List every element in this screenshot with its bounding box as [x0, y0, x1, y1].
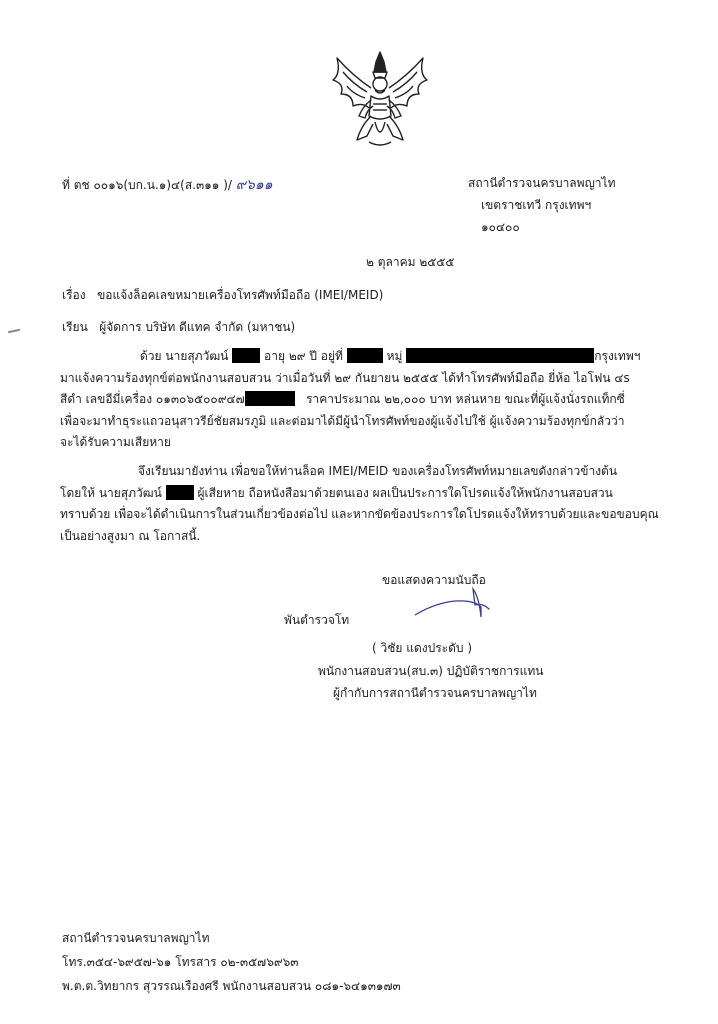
subject-text: ขอแจ้งล็อคเลขหมายเครื่องโทรศัพท์มือถือ (IMEI/MEID) [97, 288, 384, 302]
footer-station: สถานีตำรวจนครบาลพญาไท [62, 931, 210, 945]
body-text: ทราบด้วย เพื่อจะได้ดำเนินการในส่วนเกี่ยวข้องต่อไป และหากขัดข้องประการใดโปรดแจ้งให้ทราบด้วยและขอขอบคุณ [60, 507, 659, 521]
body-text: สีดำ เลขอีมี่เครื่อง ๐๑๓๐๖๕๐๐๙๔๗ [60, 392, 245, 406]
document-date: ๒ ตุลาคม ๒๕๕๕ [366, 255, 455, 269]
redaction-block [166, 485, 194, 500]
body-text: จะได้รับความเสียหาย [60, 435, 171, 449]
subject-label: เรื่อง [62, 288, 86, 302]
body-text: ผู้เสียหาย ถือหนังสือมาด้วยตนเอง ผลเป็นประการใดโปรดแจ้งให้พนักงานสอบสวน [197, 485, 613, 500]
garuda-emblem-icon [327, 50, 433, 148]
redaction-block [245, 391, 295, 406]
body-paragraph-2 [60, 461, 660, 547]
reference-number [62, 174, 273, 196]
body-paragraph-1 [60, 346, 660, 454]
reference-prefix: ที่ ตช ๐๐๑๖(บก.น.๑)๔(ส.๓๑๑ )/ [62, 178, 232, 192]
body-text: เป็นอย่างสูงมา ณ โอกาสนี้. [60, 528, 201, 543]
recipient-line [62, 318, 295, 337]
agency-postcode: ๑๐๔๐๐ [481, 220, 520, 234]
body-text: หมู่ [386, 349, 403, 363]
agency-name: สถานีตำรวจนครบาลพญาไท [468, 176, 616, 190]
subject-line [62, 286, 383, 305]
agency-district: เขตราชเทวี กรุงเทพฯ [481, 198, 592, 212]
body-text: เพื่อจะมาทำธุระแถวอนุสาวรีย์ชัยสมรภูมิ และต่อมาได้มีผู้นำโทรศัพท์ของผู้แจ้งไปใช้ ผู้แจ้งความร้องทุกข์กลัวว่า [60, 413, 625, 428]
signer-position-1: พนักงานสอบสวน(สบ.๓) ปฏิบัติราชการแทน [318, 664, 544, 678]
body-text: ราคาประมาณ ๒๒,๐๐๐ บาท หล่นหาย ขณะที่ผู้แจ้งนั่งรถแท็กซี่ [306, 392, 625, 406]
page-mark [8, 329, 20, 333]
body-text: กรุงเทพฯ [594, 349, 641, 363]
body-text: จึงเรียนมายังท่าน เพื่อขอให้ท่านล็อค IMEI/MEID ของเครื่องโทรศัพท์หมายเลขดังกล่าวข้างต้น [138, 464, 618, 478]
redaction-block [406, 348, 594, 363]
closing-salutation: ขอแสดงความนับถือ [382, 573, 486, 587]
signer-rank: พันตำรวจโท [284, 613, 350, 627]
body-text: ด้วย นายสุภวัฒน์ [140, 349, 229, 363]
signer-position-2: ผู้กำกับการสถานีตำรวจนครบาลพญาไท [333, 686, 537, 700]
footer-phone: โทร.๓๕๔-๖๙๕๗-๖๑ โทรสาร ๐๒-๓๕๗๖๙๖๓ [62, 955, 299, 969]
body-text: มาแจ้งความร้องทุกข์ต่อพนักงานสอบสวน ว่าเมื่อวันที่ ๒๙ กันยายน ๒๕๕๕ ได้ทำโทรศัพท์มือถือ ยี่ห้อ ไอโฟน ๔s [60, 370, 630, 385]
signer-name: ( วิชัย แดงประดับ ) [372, 641, 473, 655]
signature-icon [415, 583, 495, 623]
body-text: โดยให้ นายสุภวัฒน์ [60, 485, 162, 500]
reference-handwritten: ๙๖๑๑ [235, 177, 273, 193]
recipient-label: เรียน [62, 320, 88, 334]
footer-officer: พ.ต.ต.วิทยากร สุวรรณเรืองศรี พนักงานสอบสวน ๐๘๑-๖๔๑๓๑๗๓ [62, 979, 401, 993]
recipient-text: ผู้จัดการ บริษัท ดีแทค จำกัด (มหาชน) [99, 320, 296, 334]
redaction-block [347, 348, 383, 363]
body-text: อายุ ๒๙ ปี อยู่ที่ [264, 349, 343, 363]
redaction-block [232, 348, 260, 363]
